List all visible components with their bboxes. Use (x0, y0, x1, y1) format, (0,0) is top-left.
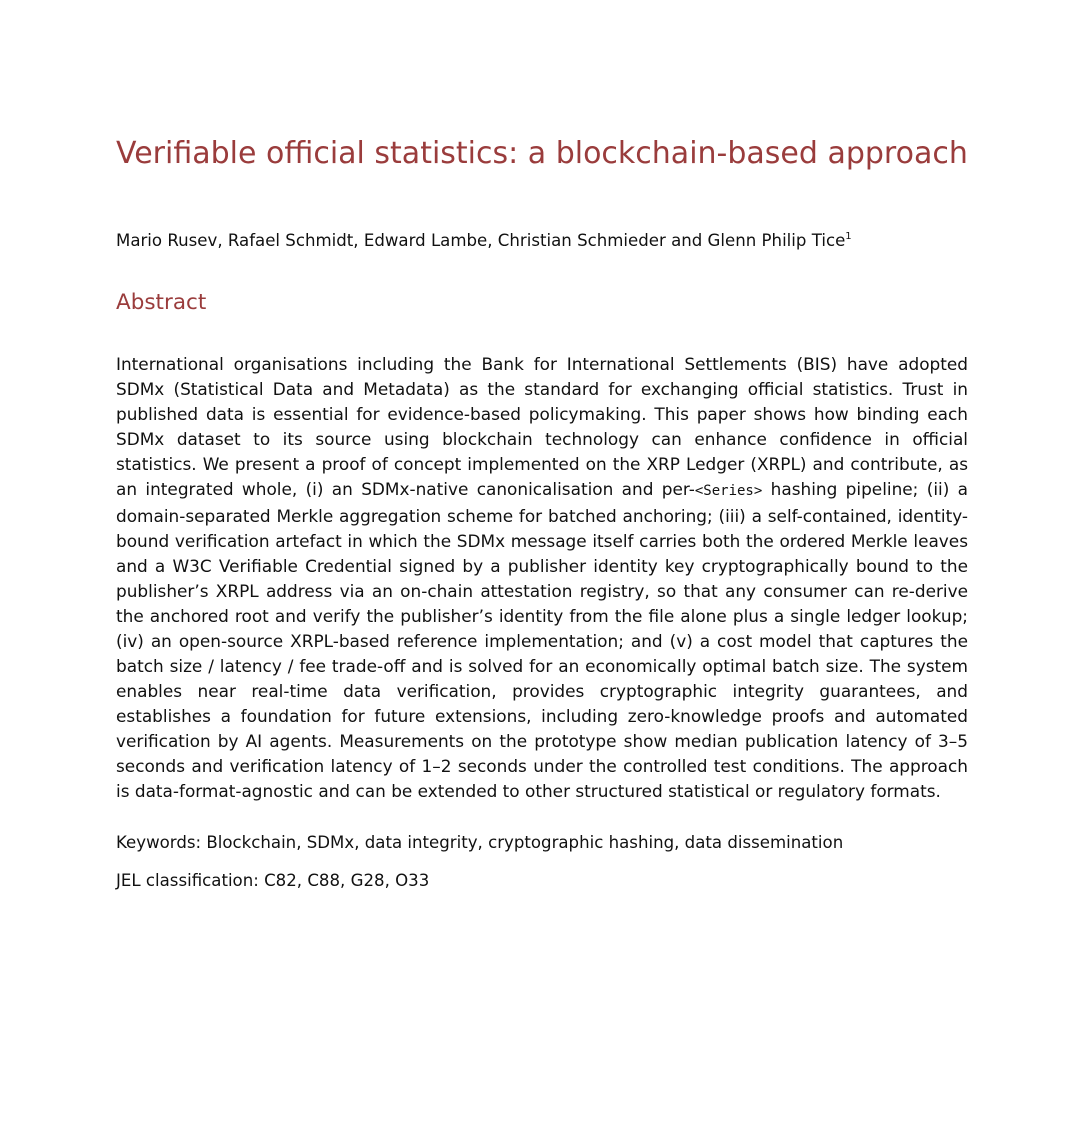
abstract-heading: Abstract (116, 290, 207, 315)
abstract-inline-code: <Series> (694, 483, 763, 499)
author-list (116, 229, 852, 253)
keywords-line: Keywords: Blockchain, SDMx, data integrity, cryptographic hashing, data dissemination (116, 833, 844, 852)
authors-text: Mario Rusev, Rafael Schmidt, Edward Lambe, Christian Schmieder and Glenn Philip Tice (116, 231, 846, 250)
abstract-text-part-1: International organisations including the Bank for International Settlements (BIS) have adopted SDMx (Statistical Data and Metadata) as the standard for exchanging official statistics. Trust in published data is essential for evidence-based policymaking. This paper shows how binding each SDMx dataset to its source using blockchain technology can enhance confidence in official statistics. We present a proof of concept implemented on the XRP Ledger (XRPL) and contribute, as an integrated whole, (i) an SDMx-native canonicalisation and per- (116, 354, 968, 499)
paper-title: Verifiable official statistics: a blockchain-based approach (116, 136, 968, 171)
jel-classification-line: JEL classification: C82, C88, G28, O33 (116, 871, 430, 890)
abstract-body (116, 352, 968, 804)
author-footnote-mark: 1 (845, 231, 852, 242)
abstract-text-part-2: hashing pipeline; (ii) a domain-separated Merkle aggregation scheme for batched anchoring; (iii) a self-contained, identity-bound verification artefact in which the SDMx message itself carries both the ordered Merkle leaves and a W3C Verifiable Credential signed by a publisher identity key cryptographically bound to the publisher’s XRPL address via an on-chain attestation registry, so that any consumer can re-derive the anchored root and verify the publisher’s identity from the file alone plus a single ledger lookup; (iv) an open-source XRPL-based reference implementation; and (v) a cost model that captures the batch size / latency / fee trade-off and is solved for an economically optimal batch size. The system enables near real-time data verification, provides cryptographic integrity guarantees, and establishes a foundation for future extensions, including zero-knowledge proofs and automated verification by AI agents. Measurements on the prototype show median publication latency of 3–5 seconds and verification latency of 1–2 seconds under the controlled test conditions. The approach is data-format-agnostic and can be extended to other structured statistical or regulatory formats. (116, 479, 968, 801)
